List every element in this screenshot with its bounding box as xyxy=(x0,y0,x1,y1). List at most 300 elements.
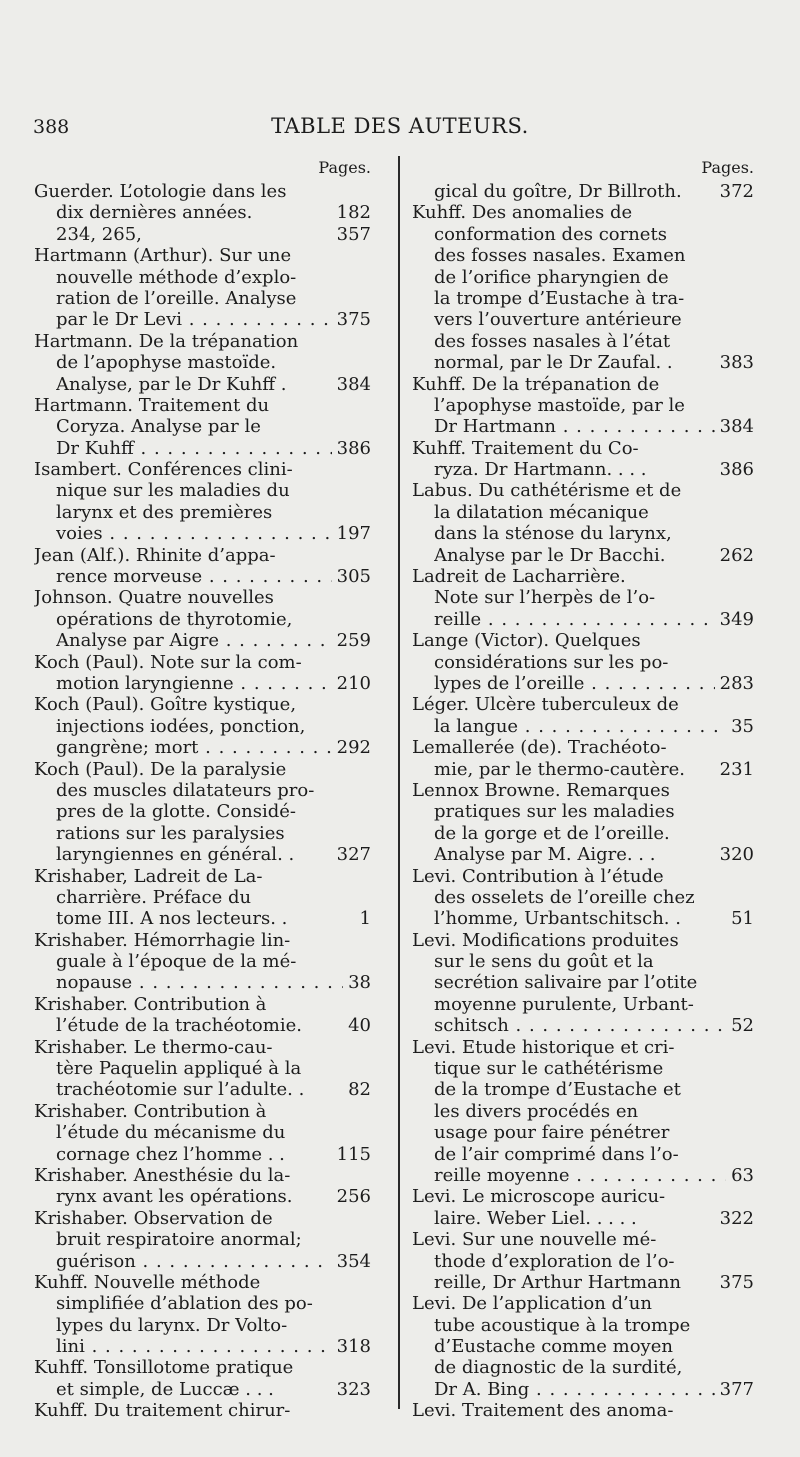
entry-line xyxy=(412,844,754,865)
entry-text: lypes du larynx. Dr Volto- xyxy=(56,1314,288,1336)
page-ref xyxy=(366,866,371,887)
page-ref xyxy=(749,523,754,544)
entry-line xyxy=(412,1251,754,1272)
entry-text: Analyse par Aigre . . . xyxy=(56,630,332,651)
page-ref xyxy=(749,1357,754,1378)
entry-text: Kuhff. Des anomalies de xyxy=(412,202,633,224)
page-ref xyxy=(749,438,754,459)
entry-line xyxy=(34,866,371,887)
left-column xyxy=(34,155,371,1422)
entry-line xyxy=(412,523,754,544)
entry-line xyxy=(412,694,754,715)
page-ref xyxy=(749,1229,754,1250)
page-ref xyxy=(366,887,371,908)
page-ref xyxy=(749,245,754,266)
entry-line xyxy=(412,1165,754,1186)
index-entry xyxy=(34,1272,371,1358)
entry-line xyxy=(34,352,371,373)
page-ref: 1 xyxy=(359,908,371,930)
entry-line xyxy=(412,1208,754,1229)
page-ref: 283 xyxy=(719,672,754,694)
entry-line xyxy=(34,1015,371,1036)
entry-text: de l’orifice pharyngien de xyxy=(434,266,669,288)
entry-line xyxy=(412,823,754,844)
page-ref xyxy=(749,780,754,801)
entry-text: tome III. A nos lecteurs. . xyxy=(56,908,288,930)
page-ref xyxy=(749,1336,754,1357)
index-entry xyxy=(34,459,371,545)
index-entry xyxy=(412,1229,754,1293)
page-ref xyxy=(366,1165,371,1186)
entry-text: Kuhff. Nouvelle méthode xyxy=(34,1271,261,1293)
entry-line xyxy=(34,780,371,801)
index-entry xyxy=(34,245,371,331)
entry-text: de l’apophyse mastoïde. xyxy=(56,352,277,374)
entry-line xyxy=(34,609,371,630)
index-entry xyxy=(412,566,754,630)
page-ref xyxy=(366,1037,371,1058)
entry-line xyxy=(412,1272,754,1293)
entry-line xyxy=(34,267,371,288)
page-ref xyxy=(749,1037,754,1058)
page-ref: 305 xyxy=(336,566,371,588)
entry-line xyxy=(34,288,371,309)
page-ref: 386 xyxy=(719,459,754,481)
entry-text: Krishaber. Hémorrhagie lin- xyxy=(34,929,291,951)
entry-text: Labus. Du cathétérisme et de xyxy=(412,480,682,502)
entry-text: Levi. Le microscope auricu- xyxy=(412,1186,666,1208)
entry-line xyxy=(34,1357,371,1378)
page-ref xyxy=(366,459,371,480)
page-ref: 197 xyxy=(336,523,371,545)
entry-line xyxy=(34,801,371,822)
page-ref xyxy=(366,1058,371,1079)
index-entry xyxy=(412,866,754,930)
entry-text: reille, Dr Arthur Hartmann xyxy=(434,1271,681,1293)
page-ref: 375 xyxy=(719,1271,754,1293)
page-ref: 259 xyxy=(336,630,371,652)
entry-line xyxy=(412,1037,754,1058)
page-ref xyxy=(749,823,754,844)
page-ref xyxy=(749,288,754,309)
column-divider xyxy=(398,156,400,1409)
entry-line xyxy=(412,801,754,822)
entry-text: Guerder. L’otologie dans les xyxy=(34,181,287,202)
page-ref: 349 xyxy=(719,608,754,630)
entry-line xyxy=(412,1079,754,1100)
entry-text: Krishaber. Anesthésie du la- xyxy=(34,1164,291,1186)
page-ref xyxy=(366,331,371,352)
page-ref xyxy=(749,1122,754,1143)
entry-line xyxy=(412,352,754,373)
entry-line xyxy=(412,972,754,993)
entry-line xyxy=(34,1079,371,1100)
page-ref xyxy=(366,930,371,951)
entry-text: Levi. Etude historique et cri- xyxy=(412,1036,675,1058)
entry-text: Lemallerée (de). Trachéoto- xyxy=(412,737,667,759)
entry-text: Hartmann (Arthur). Sur une xyxy=(34,245,292,267)
index-entry xyxy=(412,1293,754,1400)
entry-line xyxy=(34,1037,371,1058)
entry-line xyxy=(34,395,371,416)
entry-line xyxy=(412,1186,754,1207)
page-ref: 292 xyxy=(336,737,371,759)
entry-text: la trompe d’Eustache à tra- xyxy=(434,287,685,309)
entry-line xyxy=(34,737,371,758)
entry-line xyxy=(412,480,754,501)
entry-text: par le Dr Levi . . . xyxy=(56,309,332,330)
page-ref xyxy=(366,609,371,630)
entry-text: Kuhff. Traitement du Co- xyxy=(412,437,639,459)
entry-line xyxy=(412,759,754,780)
page-ref: 386 xyxy=(336,437,371,459)
entry-line xyxy=(412,609,754,630)
entry-line xyxy=(34,459,371,480)
entry-text: tère Paquelin appliqué à la xyxy=(56,1058,302,1080)
index-entry xyxy=(34,1357,371,1400)
entry-text: vers l’ouverture antérieure xyxy=(434,309,682,331)
entry-line xyxy=(412,737,754,758)
page-ref: 372 xyxy=(719,181,754,202)
page-ref xyxy=(749,801,754,822)
page-ref xyxy=(366,502,371,523)
entry-text: des muscles dilatateurs pro- xyxy=(56,779,315,801)
index-entry xyxy=(34,181,371,245)
entry-line xyxy=(34,1058,371,1079)
page-ref xyxy=(749,309,754,330)
entry-text: Kuhff. De la trépanation de xyxy=(412,373,660,395)
page-ref xyxy=(749,1079,754,1100)
page-ref: 231 xyxy=(719,758,754,780)
page-ref: 354 xyxy=(336,1250,371,1272)
entry-line xyxy=(34,823,371,844)
page-ref xyxy=(749,395,754,416)
entry-text: normal, par le Dr Zaufal. . xyxy=(434,352,673,374)
entry-text: Note sur l’herpès de l’o- xyxy=(434,587,656,609)
entry-text: opérations de thyrotomie, xyxy=(56,608,293,630)
entry-line xyxy=(34,545,371,566)
entry-line xyxy=(34,1229,371,1250)
index-entry xyxy=(412,780,754,866)
entry-text: ration de l’oreille. Analyse xyxy=(56,287,297,309)
entry-line xyxy=(412,331,754,352)
entry-line xyxy=(34,1208,371,1229)
page-ref: 320 xyxy=(719,844,754,866)
index-entry xyxy=(34,1208,371,1272)
index-entry xyxy=(412,1400,754,1421)
entry-text: reille moyenne . . . xyxy=(434,1165,726,1186)
page-ref xyxy=(749,566,754,587)
entry-text: ryza. Dr Hartmann. . . . xyxy=(434,459,647,481)
entry-text: pres de la glotte. Considé- xyxy=(56,801,296,823)
entry-line xyxy=(34,1122,371,1143)
entry-line xyxy=(34,245,371,266)
page-ref xyxy=(749,1251,754,1272)
page-ref: 40 xyxy=(348,1015,371,1037)
entry-text: simplifiée d’ablation des po- xyxy=(56,1293,313,1315)
entry-text: guérison . . . xyxy=(56,1251,332,1272)
entry-line xyxy=(34,202,371,223)
entry-line xyxy=(412,780,754,801)
entry-text: charrière. Préface du xyxy=(56,886,252,908)
index-entry xyxy=(34,587,371,651)
entry-line xyxy=(34,716,371,737)
index-entry xyxy=(34,1101,371,1165)
entry-line xyxy=(412,202,754,223)
entry-line xyxy=(412,416,754,437)
entry-line xyxy=(34,673,371,694)
entry-line xyxy=(34,630,371,651)
page-ref xyxy=(749,587,754,608)
page-ref: 323 xyxy=(336,1378,371,1400)
page-ref xyxy=(366,1293,371,1314)
entry-text: motion laryngienne . . . xyxy=(56,673,332,694)
entry-text: la langue . . . xyxy=(434,716,726,737)
entry-text: Léger. Ulcère tuberculeux de xyxy=(412,694,679,716)
page-ref: 82 xyxy=(348,1079,371,1101)
entry-text: Dr Kuhff . . . xyxy=(56,438,332,459)
page-ref xyxy=(366,245,371,266)
index-entry xyxy=(412,1037,754,1187)
entry-line xyxy=(34,1272,371,1293)
entry-text: Krishaber, Ladreit de La- xyxy=(34,865,263,887)
entry-text: l’apophyse mastoïde, par le xyxy=(434,394,685,416)
page-ref: 182 xyxy=(336,202,371,224)
index-entry xyxy=(412,737,754,780)
entry-text: Koch (Paul). Note sur la com- xyxy=(34,651,302,673)
page-ref xyxy=(366,1315,371,1336)
page-ref xyxy=(749,502,754,523)
entry-text: Krishaber. Observation de xyxy=(34,1207,273,1229)
entry-line xyxy=(412,930,754,951)
page-ref xyxy=(749,652,754,673)
entry-text: Koch (Paul). Goître kystique, xyxy=(34,694,297,716)
page-ref: 383 xyxy=(719,352,754,374)
entry-line xyxy=(412,224,754,245)
page-ref: 357 xyxy=(336,223,371,245)
entry-line xyxy=(412,994,754,1015)
entry-text: Dr A. Bing . . . xyxy=(434,1379,715,1400)
page-ref: 256 xyxy=(336,1186,371,1208)
entry-text: Lennox Browne. Remarques xyxy=(412,779,670,801)
entry-line xyxy=(34,1186,371,1207)
page-ref xyxy=(749,267,754,288)
entry-line xyxy=(34,930,371,951)
page-ref xyxy=(366,759,371,780)
entry-line xyxy=(34,523,371,544)
entry-text: pratiques sur les maladies xyxy=(434,801,675,823)
entry-line xyxy=(34,331,371,352)
entry-text: Hartmann. Traitement du xyxy=(34,394,270,416)
page-ref xyxy=(749,694,754,715)
page-ref xyxy=(749,1101,754,1122)
entry-text: Koch (Paul). De la paralysie xyxy=(34,758,287,780)
page-ref xyxy=(366,694,371,715)
page-ref xyxy=(366,288,371,309)
index-entry xyxy=(412,630,754,694)
page-ref xyxy=(749,1293,754,1314)
entry-text: Lange (Victor). Quelques xyxy=(412,630,641,652)
entry-line xyxy=(412,459,754,480)
index-entry xyxy=(34,1400,371,1421)
page-ref: 35 xyxy=(731,715,754,737)
entry-line xyxy=(34,438,371,459)
entry-line xyxy=(412,1400,754,1421)
page-ref xyxy=(366,181,371,202)
entry-line xyxy=(412,181,754,202)
entry-text: Levi. De l’application d’un xyxy=(412,1293,652,1315)
entry-text: secrétion salivaire par l’otite xyxy=(434,972,698,994)
index-entry xyxy=(34,1165,371,1208)
entry-text: mie, par le thermo-cautère. xyxy=(434,758,685,780)
entry-text: de la gorge et de l’oreille. xyxy=(434,822,670,844)
entry-text: Levi. Contribution à l’étude xyxy=(412,865,664,887)
entry-line xyxy=(34,1251,371,1272)
entry-text: des osselets de l’oreille chez xyxy=(434,886,695,908)
entry-line xyxy=(34,951,371,972)
page-ref: 115 xyxy=(336,1143,371,1165)
entry-text: schitsch . . . xyxy=(434,1015,726,1036)
entry-line xyxy=(412,288,754,309)
entry-text: rynx avant les opérations. xyxy=(56,1186,293,1208)
page-ref xyxy=(366,480,371,501)
running-title: TABLE DES AUTEURS. xyxy=(271,114,529,138)
index-entry xyxy=(412,694,754,737)
page-ref xyxy=(366,1122,371,1143)
page-ref xyxy=(749,1315,754,1336)
page-ref: 51 xyxy=(731,908,754,930)
entry-line xyxy=(34,887,371,908)
entry-line xyxy=(412,1293,754,1314)
index-entry xyxy=(412,181,754,202)
page-ref xyxy=(366,951,371,972)
pages-heading: Pages. xyxy=(318,158,371,177)
entry-line xyxy=(412,1058,754,1079)
entry-line xyxy=(412,395,754,416)
index-entry xyxy=(34,994,371,1037)
entry-text: laryngiennes en général. . xyxy=(56,844,295,866)
page-ref xyxy=(366,352,371,373)
entry-text: de la trompe d’Eustache et xyxy=(434,1079,681,1101)
page-ref xyxy=(366,545,371,566)
entry-line xyxy=(412,502,754,523)
entry-line xyxy=(34,972,371,993)
page-ref xyxy=(366,994,371,1015)
entry-text: Analyse par le Dr Bacchi. xyxy=(434,544,666,566)
page-ref xyxy=(749,630,754,651)
entry-text: considérations sur les po- xyxy=(434,651,669,673)
entry-text: moyenne purulente, Urbant- xyxy=(434,993,694,1015)
index-entry xyxy=(412,480,754,566)
entry-line xyxy=(34,374,371,395)
entry-line xyxy=(412,1379,754,1400)
entry-line xyxy=(34,1165,371,1186)
entry-line xyxy=(34,416,371,437)
entry-text: lini . . . xyxy=(56,1336,332,1357)
page-ref xyxy=(749,1186,754,1207)
entry-line xyxy=(412,908,754,929)
page-ref: 318 xyxy=(336,1336,371,1358)
entry-line xyxy=(412,1357,754,1378)
index-entry xyxy=(412,930,754,1037)
entry-line xyxy=(412,887,754,908)
page-ref xyxy=(749,951,754,972)
index-entry xyxy=(412,374,754,438)
entry-line xyxy=(34,224,371,245)
entry-text: Levi. Traitement des anoma- xyxy=(412,1400,674,1422)
page-ref xyxy=(366,823,371,844)
left-entries xyxy=(34,181,371,1422)
entry-line xyxy=(34,480,371,501)
entry-text: l’étude du mécanisme du xyxy=(56,1122,286,1144)
entry-line xyxy=(34,908,371,929)
entry-text: l’homme, Urbantschitsch. . xyxy=(434,908,681,930)
entry-text: Krishaber. Le thermo-cau- xyxy=(34,1036,273,1058)
entry-line xyxy=(34,1315,371,1336)
entry-text: usage pour faire pénétrer xyxy=(434,1122,670,1144)
entry-line xyxy=(412,1315,754,1336)
page-ref xyxy=(749,737,754,758)
entry-line xyxy=(412,652,754,673)
entry-text: reille . . . xyxy=(434,609,715,630)
page-ref xyxy=(366,395,371,416)
entry-text: Ladreit de Lacharrière. xyxy=(412,566,626,588)
index-entry xyxy=(34,694,371,758)
page-ref xyxy=(749,994,754,1015)
entry-text: laire. Weber Liel. . . . . xyxy=(434,1207,637,1229)
entry-text: Levi. Modifications produites xyxy=(412,929,679,951)
entry-text: larynx et des premières xyxy=(56,501,273,523)
entry-text: de diagnostic de la surdité, xyxy=(434,1357,683,1379)
page-ref xyxy=(366,1101,371,1122)
entry-line xyxy=(412,866,754,887)
entry-line xyxy=(412,1015,754,1036)
entry-line xyxy=(34,587,371,608)
running-head xyxy=(0,114,800,144)
index-entry xyxy=(412,438,754,481)
entry-line xyxy=(34,759,371,780)
entry-line xyxy=(412,374,754,395)
index-entry xyxy=(34,331,371,395)
index-entry xyxy=(34,1037,371,1101)
index-entry xyxy=(412,1186,754,1229)
entry-text: nouvelle méthode d’explo- xyxy=(56,266,297,288)
page-ref: 327 xyxy=(336,844,371,866)
entry-text: 234, 265, xyxy=(56,223,142,245)
entry-line xyxy=(412,566,754,587)
page-ref xyxy=(749,224,754,245)
page-ref xyxy=(749,331,754,352)
entry-line xyxy=(34,1336,371,1357)
entry-line xyxy=(34,1400,371,1421)
page-ref xyxy=(366,801,371,822)
page-ref xyxy=(749,1058,754,1079)
index-entry xyxy=(412,202,754,373)
page-ref xyxy=(366,587,371,608)
entry-text: nique sur les maladies du xyxy=(56,480,290,502)
page-ref: 52 xyxy=(731,1015,754,1037)
entry-text: lypes de l’oreille . . . xyxy=(434,673,715,694)
entry-line xyxy=(412,673,754,694)
entry-text: rence morveuse . . . xyxy=(56,566,332,587)
entry-text: de l’air comprimé dans l’o- xyxy=(434,1143,679,1165)
entry-line xyxy=(34,1144,371,1165)
entry-line xyxy=(412,267,754,288)
entry-text: injections iodées, ponction, xyxy=(56,715,306,737)
entry-text: dix dernières années. xyxy=(56,202,253,224)
entry-text: les divers procédés en xyxy=(434,1100,639,1122)
entry-line xyxy=(34,309,371,330)
